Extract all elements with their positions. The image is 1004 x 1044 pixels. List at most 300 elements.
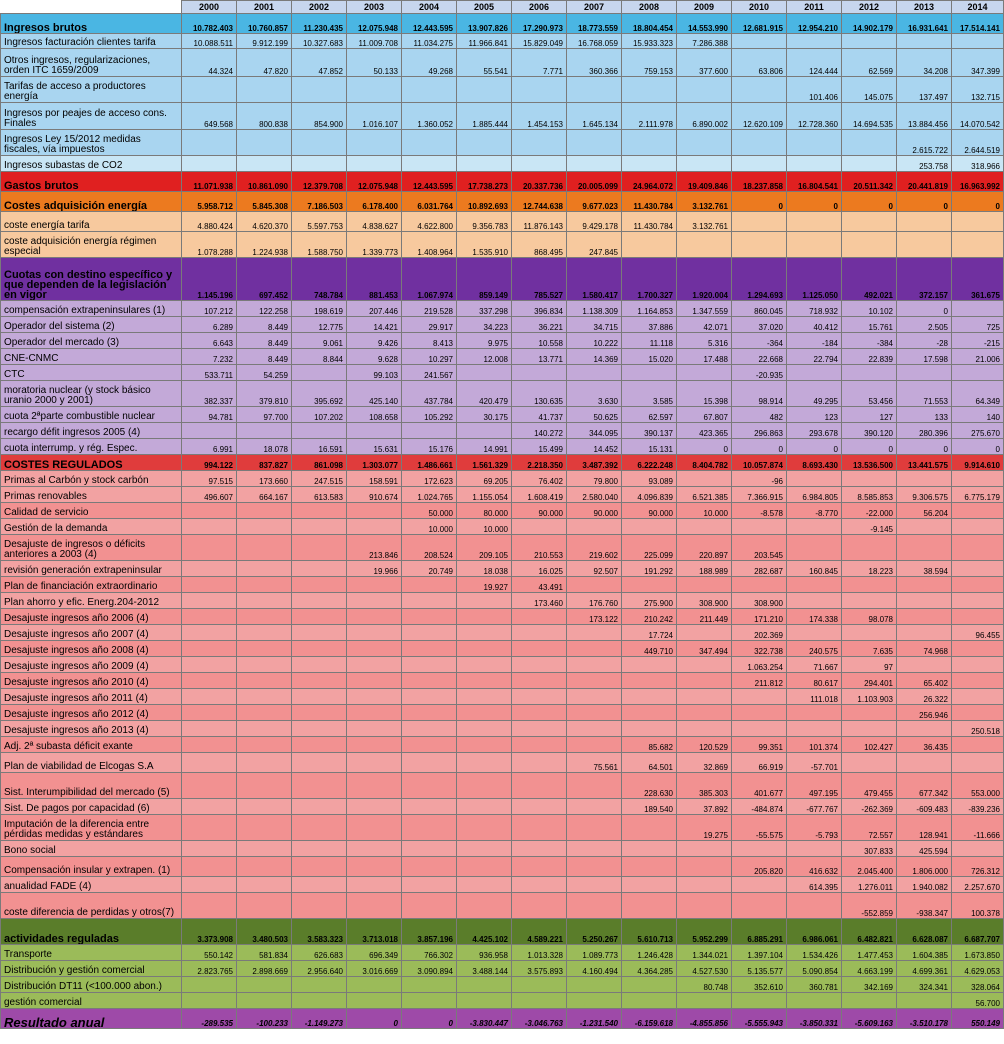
value-cell (182, 689, 237, 705)
value-cell: -11.666 (952, 815, 1004, 841)
value-cell (347, 423, 402, 439)
value-cell: 1.806.000 (897, 857, 952, 877)
value-cell: 62.597 (622, 407, 677, 423)
value-cell (237, 77, 292, 103)
value-cell (842, 212, 897, 232)
value-cell: 9.356.783 (457, 212, 512, 232)
value-cell: 1.645.134 (567, 103, 622, 130)
value-cell (237, 609, 292, 625)
value-cell: 50.625 (567, 407, 622, 423)
value-cell: 241.567 (402, 365, 457, 381)
value-cell (182, 609, 237, 625)
value-cell: 3.630 (567, 381, 622, 407)
value-cell: 98.914 (732, 381, 787, 407)
value-cell: 322.738 (732, 641, 787, 657)
value-cell (347, 893, 402, 919)
value-cell: 10.297 (402, 349, 457, 365)
value-cell: 9.306.575 (897, 487, 952, 503)
value-cell: 15.398 (677, 381, 732, 407)
row-label: moratoria nuclear (y stock básico uranio 2000 y 2001) (1, 381, 182, 407)
value-cell: 533.711 (182, 365, 237, 381)
value-cell (347, 130, 402, 156)
value-cell: -8.578 (732, 503, 787, 519)
value-cell: 18.078 (237, 439, 292, 455)
value-cell (897, 535, 952, 561)
value-cell: 173.122 (567, 609, 622, 625)
row-label: Ingresos Ley 15/2012 medidas fiscales, vía impuestos (1, 130, 182, 156)
value-cell: 6.289 (182, 317, 237, 333)
value-cell (897, 609, 952, 625)
value-cell: 26.322 (897, 689, 952, 705)
value-cell: 390.120 (842, 423, 897, 439)
value-cell (237, 561, 292, 577)
table-row (1, 673, 1004, 689)
table-row (1, 301, 1004, 317)
value-cell (292, 773, 347, 799)
value-cell (567, 737, 622, 753)
value-cell: 420.479 (457, 381, 512, 407)
value-cell (512, 609, 567, 625)
value-cell (952, 577, 1004, 593)
value-cell: 6.521.385 (677, 487, 732, 503)
value-cell (897, 577, 952, 593)
value-cell (402, 841, 457, 857)
value-cell (182, 77, 237, 103)
value-cell (402, 609, 457, 625)
value-cell (732, 130, 787, 156)
value-cell (567, 705, 622, 721)
value-cell: 247.515 (292, 471, 347, 487)
value-cell (787, 232, 842, 258)
value-cell (182, 577, 237, 593)
year-header-cell: 2010 (732, 1, 787, 14)
value-cell: 12.008 (457, 349, 512, 365)
value-cell: 6.885.291 (732, 919, 787, 945)
value-cell: 14.694.535 (842, 103, 897, 130)
value-cell: 20.749 (402, 561, 457, 577)
value-cell: 1.013.328 (512, 945, 567, 961)
table-row (1, 535, 1004, 561)
value-cell (567, 799, 622, 815)
value-cell: 16.804.541 (787, 172, 842, 192)
value-cell (842, 625, 897, 641)
row-label: actividades reguladas (1, 919, 182, 945)
table-row (1, 609, 1004, 625)
value-cell (347, 625, 402, 641)
value-cell: 22.668 (732, 349, 787, 365)
value-cell (237, 673, 292, 689)
value-cell: 6.222.248 (622, 455, 677, 471)
value-cell (237, 535, 292, 561)
value-cell (457, 705, 512, 721)
value-cell (842, 365, 897, 381)
value-cell (292, 77, 347, 103)
table-row (1, 130, 1004, 156)
value-cell (897, 993, 952, 1009)
value-cell: 344.095 (567, 423, 622, 439)
value-cell: 10.892.693 (457, 192, 512, 212)
value-cell: -3.830.447 (457, 1009, 512, 1029)
value-cell: 14.553.990 (677, 14, 732, 34)
value-cell (567, 721, 622, 737)
value-cell: 1.303.077 (347, 455, 402, 471)
value-cell: 748.784 (292, 258, 347, 301)
header-blank-cell (1, 1, 182, 14)
value-cell (732, 993, 787, 1009)
value-cell (952, 34, 1004, 49)
value-cell (622, 657, 677, 673)
value-cell (237, 705, 292, 721)
value-cell: 8.449 (237, 349, 292, 365)
value-cell: 17.724 (622, 625, 677, 641)
value-cell: 2.111.978 (622, 103, 677, 130)
value-cell: 250.518 (952, 721, 1004, 737)
value-cell: 8.404.782 (677, 455, 732, 471)
value-cell: 3.575.893 (512, 961, 567, 977)
value-cell: 868.495 (512, 232, 567, 258)
value-cell (677, 625, 732, 641)
row-label: Desajuste ingresos año 2010 (4) (1, 673, 182, 689)
table-row (1, 593, 1004, 609)
value-cell: 32.869 (677, 753, 732, 773)
row-label: Operador del mercado (3) (1, 333, 182, 349)
value-cell: 2.045.400 (842, 857, 897, 877)
value-cell: -5.793 (787, 815, 842, 841)
value-cell (512, 753, 567, 773)
row-label: Desajuste ingresos año 2007 (4) (1, 625, 182, 641)
value-cell: 36.221 (512, 317, 567, 333)
value-cell (402, 737, 457, 753)
value-cell (182, 993, 237, 1009)
value-cell (567, 365, 622, 381)
value-cell: 360.781 (787, 977, 842, 993)
value-cell: 785.527 (512, 258, 567, 301)
value-cell: 16.025 (512, 561, 567, 577)
value-cell: 7.232 (182, 349, 237, 365)
value-cell (622, 77, 677, 103)
value-cell: 318.966 (952, 156, 1004, 172)
value-cell: 12.075.948 (347, 14, 402, 34)
value-cell (237, 877, 292, 893)
value-cell: 56.700 (952, 993, 1004, 1009)
value-cell: 20.511.342 (842, 172, 897, 192)
table-row (1, 455, 1004, 471)
value-cell (622, 365, 677, 381)
value-cell (512, 77, 567, 103)
value-cell: 4.699.361 (897, 961, 952, 977)
value-cell (567, 877, 622, 893)
value-cell: 308.900 (677, 593, 732, 609)
value-cell (677, 130, 732, 156)
value-cell: 1.067.974 (402, 258, 457, 301)
value-cell (292, 799, 347, 815)
value-cell: 11.230.435 (292, 14, 347, 34)
value-cell: -28 (897, 333, 952, 349)
value-cell: 37.886 (622, 317, 677, 333)
value-cell (677, 877, 732, 893)
value-cell (622, 721, 677, 737)
value-cell: 122.258 (237, 301, 292, 317)
value-cell (292, 689, 347, 705)
value-cell: 228.630 (622, 773, 677, 799)
value-cell: 107.202 (292, 407, 347, 423)
value-cell: 282.687 (732, 561, 787, 577)
row-label: Desajuste de ingresos o déficits anteriores a 2003 (4) (1, 535, 182, 561)
year-header-cell: 2013 (897, 1, 952, 14)
value-cell: 0 (842, 439, 897, 455)
value-cell (677, 519, 732, 535)
value-cell: 6.031.764 (402, 192, 457, 212)
value-cell: -3.850.331 (787, 1009, 842, 1029)
value-cell (182, 130, 237, 156)
value-cell (732, 577, 787, 593)
value-cell: 324.341 (897, 977, 952, 993)
value-cell: -215 (952, 333, 1004, 349)
value-cell: 240.575 (787, 641, 842, 657)
value-cell: 173.460 (512, 593, 567, 609)
row-label: Transporte (1, 945, 182, 961)
value-cell: 1.024.765 (402, 487, 457, 503)
row-label: revisión generación extrapeninsular (1, 561, 182, 577)
value-cell (182, 893, 237, 919)
value-cell: -3.510.178 (897, 1009, 952, 1029)
value-cell: -1.231.540 (567, 1009, 622, 1029)
value-cell (292, 130, 347, 156)
value-cell: 210.553 (512, 535, 567, 561)
value-cell (347, 977, 402, 993)
value-cell: 10.102 (842, 301, 897, 317)
value-cell (402, 799, 457, 815)
value-cell: -9.145 (842, 519, 897, 535)
value-cell: 1.246.428 (622, 945, 677, 961)
value-cell (182, 519, 237, 535)
value-cell: 124.444 (787, 49, 842, 77)
value-cell: 14.991 (457, 439, 512, 455)
value-cell: 7.366.915 (732, 487, 787, 503)
value-cell: 553.000 (952, 773, 1004, 799)
value-cell: 10.558 (512, 333, 567, 349)
value-cell: 219.528 (402, 301, 457, 317)
value-cell: 145.075 (842, 77, 897, 103)
value-cell (292, 503, 347, 519)
value-cell: 11.430.784 (622, 192, 677, 212)
table-row (1, 439, 1004, 455)
value-cell: 18.237.858 (732, 172, 787, 192)
value-cell (347, 857, 402, 877)
value-cell (347, 841, 402, 857)
value-cell (512, 705, 567, 721)
value-cell: 90.000 (512, 503, 567, 519)
value-cell: 256.946 (897, 705, 952, 721)
value-cell (952, 689, 1004, 705)
value-cell (787, 471, 842, 487)
value-cell: 40.412 (787, 317, 842, 333)
value-cell: 4.838.627 (347, 212, 402, 232)
value-cell (347, 721, 402, 737)
value-cell (347, 799, 402, 815)
value-cell: 837.827 (237, 455, 292, 471)
value-cell: 1.454.153 (512, 103, 567, 130)
value-cell (952, 212, 1004, 232)
row-label: Tarifas de acceso a productores energía (1, 77, 182, 103)
value-cell (292, 721, 347, 737)
value-cell: 96.455 (952, 625, 1004, 641)
value-cell (182, 977, 237, 993)
value-cell: 10.057.874 (732, 455, 787, 471)
value-cell (677, 893, 732, 919)
value-cell (457, 609, 512, 625)
value-cell: -938.347 (897, 893, 952, 919)
value-cell (457, 365, 512, 381)
value-cell (512, 519, 567, 535)
value-cell (952, 471, 1004, 487)
value-cell: 18.804.454 (622, 14, 677, 34)
value-cell (512, 625, 567, 641)
value-cell: 21.006 (952, 349, 1004, 365)
year-header-row (1, 1, 1004, 14)
value-cell: 0 (402, 1009, 457, 1029)
table-row (1, 212, 1004, 232)
value-cell (787, 705, 842, 721)
value-cell (292, 577, 347, 593)
value-cell: 20.441.819 (897, 172, 952, 192)
value-cell (182, 561, 237, 577)
value-cell: 1.138.309 (567, 301, 622, 317)
value-cell: 1.561.329 (457, 455, 512, 471)
value-cell (457, 737, 512, 753)
value-cell: 64.349 (952, 381, 1004, 407)
value-cell: 6.628.087 (897, 919, 952, 945)
value-cell (292, 423, 347, 439)
value-cell: 10.782.403 (182, 14, 237, 34)
value-cell (347, 503, 402, 519)
value-cell: 101.406 (787, 77, 842, 103)
value-cell: 176.760 (567, 593, 622, 609)
value-cell (457, 977, 512, 993)
value-cell: 294.401 (842, 673, 897, 689)
value-cell: 9.975 (457, 333, 512, 349)
value-cell: 6.984.805 (787, 487, 842, 503)
value-cell (182, 721, 237, 737)
value-cell: 1.078.288 (182, 232, 237, 258)
row-label: Adj. 2ª subasta déficit exante (1, 737, 182, 753)
value-cell (457, 877, 512, 893)
value-cell: 550.149 (952, 1009, 1004, 1029)
value-cell: 14.369 (567, 349, 622, 365)
value-cell (402, 625, 457, 641)
value-cell (787, 721, 842, 737)
value-cell: 6.986.061 (787, 919, 842, 945)
value-cell: 1.534.426 (787, 945, 842, 961)
value-cell (732, 841, 787, 857)
value-cell (732, 519, 787, 535)
value-cell: 4.589.221 (512, 919, 567, 945)
value-cell (347, 993, 402, 1009)
table-row (1, 657, 1004, 673)
value-cell (292, 857, 347, 877)
value-cell (512, 993, 567, 1009)
value-cell: 6.482.821 (842, 919, 897, 945)
value-cell (292, 156, 347, 172)
value-cell: 34.715 (567, 317, 622, 333)
value-cell (292, 561, 347, 577)
value-cell (512, 773, 567, 799)
row-label: cuota interrump. y rég. Espec. (1, 439, 182, 455)
value-cell (512, 689, 567, 705)
value-cell: 881.453 (347, 258, 402, 301)
value-cell: 2.615.722 (897, 130, 952, 156)
value-cell (402, 130, 457, 156)
value-cell: 49.295 (787, 381, 842, 407)
value-cell: 173.660 (237, 471, 292, 487)
value-cell (457, 773, 512, 799)
value-cell (622, 705, 677, 721)
value-cell: 3.857.196 (402, 919, 457, 945)
value-cell (182, 857, 237, 877)
value-cell (897, 721, 952, 737)
row-label: cuota 2ªparte combustible nuclear (1, 407, 182, 423)
value-cell: 30.175 (457, 407, 512, 423)
value-cell (622, 893, 677, 919)
value-cell: 0 (897, 439, 952, 455)
row-label: Desajuste ingresos año 2013 (4) (1, 721, 182, 737)
value-cell: 614.395 (787, 877, 842, 893)
table-row (1, 961, 1004, 977)
value-cell: 17.738.273 (457, 172, 512, 192)
value-cell (237, 815, 292, 841)
value-cell: 15.761 (842, 317, 897, 333)
value-cell: 74.968 (897, 641, 952, 657)
value-cell: 79.800 (567, 471, 622, 487)
value-cell: 1.164.853 (622, 301, 677, 317)
value-cell: 98.078 (842, 609, 897, 625)
value-cell (457, 799, 512, 815)
value-cell (842, 593, 897, 609)
value-cell: 800.838 (237, 103, 292, 130)
value-cell (292, 815, 347, 841)
value-cell (897, 657, 952, 673)
value-cell: 198.619 (292, 301, 347, 317)
value-cell (732, 705, 787, 721)
value-cell: 2.956.640 (292, 961, 347, 977)
value-cell (567, 130, 622, 156)
value-cell: 1.535.910 (457, 232, 512, 258)
value-cell (512, 893, 567, 919)
row-label: recargo défit ingresos 2005 (4) (1, 423, 182, 439)
value-cell (237, 503, 292, 519)
value-cell: -677.767 (787, 799, 842, 815)
row-label: Imputación de la diferencia entre pérdidas medidas y estándares (1, 815, 182, 841)
value-cell (292, 977, 347, 993)
value-cell (677, 857, 732, 877)
value-cell (182, 593, 237, 609)
year-header-cell: 2004 (402, 1, 457, 14)
table-row (1, 857, 1004, 877)
value-cell (787, 365, 842, 381)
value-cell: -96 (732, 471, 787, 487)
value-cell (402, 857, 457, 877)
value-cell (622, 977, 677, 993)
value-cell: 47.852 (292, 49, 347, 77)
value-cell: -484.874 (732, 799, 787, 815)
value-cell (677, 721, 732, 737)
value-cell: 80.748 (677, 977, 732, 993)
value-cell (402, 77, 457, 103)
row-label: Otros ingresos, regularizaciones, orden ITC 1659/2009 (1, 49, 182, 77)
year-header-cell: 2003 (347, 1, 402, 14)
value-cell: 0 (732, 439, 787, 455)
value-cell: 10.222 (567, 333, 622, 349)
